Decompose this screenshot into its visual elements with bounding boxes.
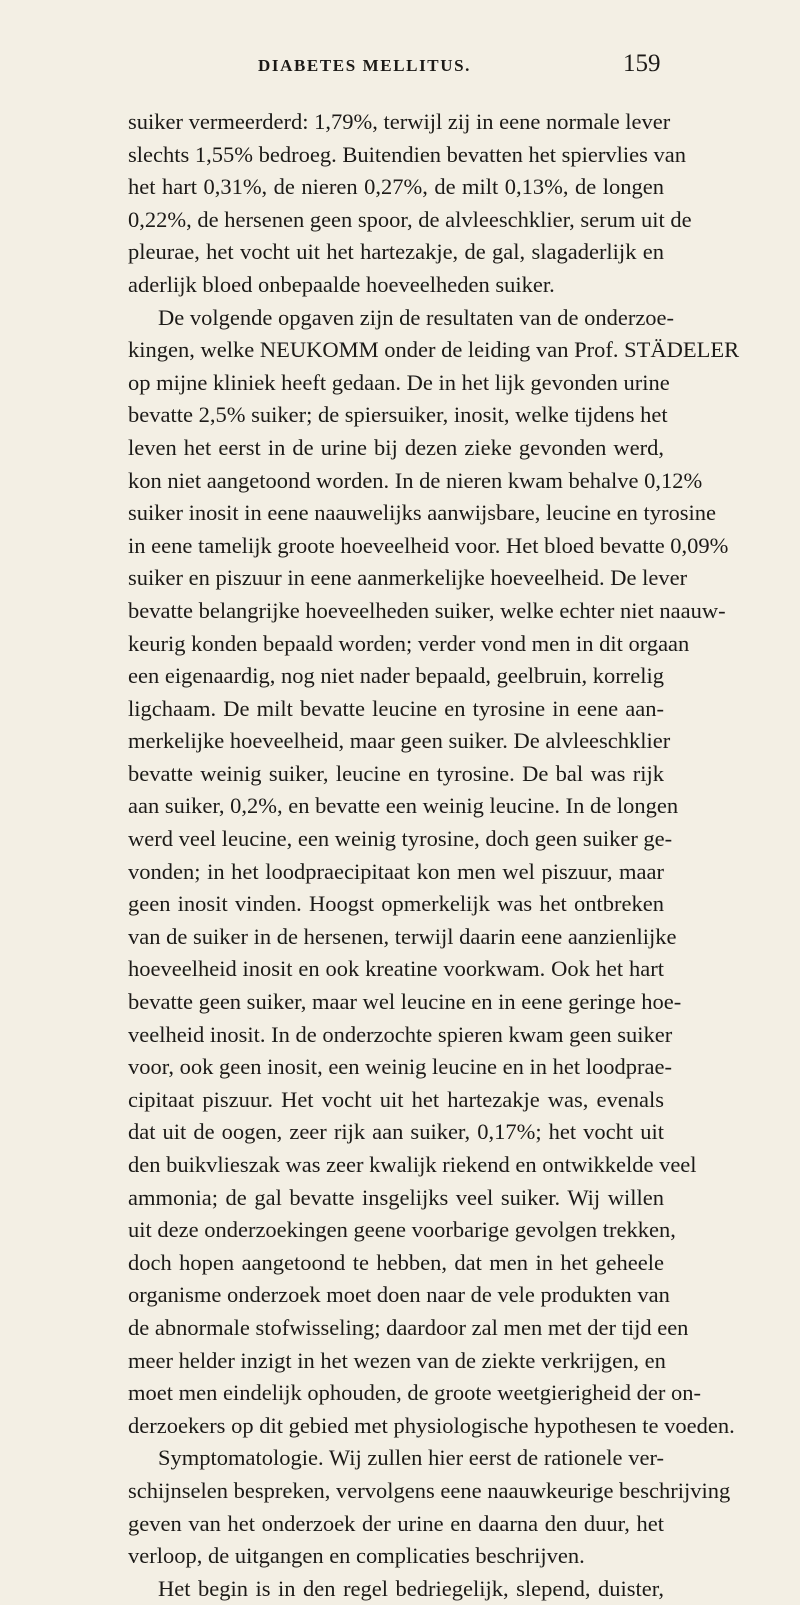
text-line: aan suiker, 0,2%, en bevatte een weinig leucine. In de longen bbox=[128, 793, 679, 819]
text-line: in eene tamelijk groote hoeveelheid voor. Het bloed bevatte 0,09% bbox=[128, 532, 729, 558]
text-line: moet men eindelijk ophouden, de groote weetgierigheid der on- bbox=[128, 1380, 701, 1406]
text-line: een eigenaardig, nog niet nader bepaald, geelbruin, korrelig bbox=[128, 663, 665, 689]
text-line: bevatte belangrijke hoeveelheden suiker, welke echter niet naauw- bbox=[128, 597, 726, 623]
text-line: bevatte weinig suiker, leucine en tyrosine. De bal was rijk bbox=[128, 760, 664, 786]
text-line: ammonia; de gal bevatte insgelijks veel suiker. Wij willen bbox=[128, 1184, 664, 1210]
running-title: DIABETES MELLITUS. bbox=[258, 56, 472, 75]
text-line: bevatte geen suiker, maar wel leucine en in eene geringe hoe- bbox=[128, 989, 682, 1015]
text-line: De volgende opgaven zijn de resultaten van de onderzoe- bbox=[158, 304, 675, 330]
text-line: bevatte 2,5% suiker; de spiersuiker, inosit, welke tijdens het bbox=[128, 402, 668, 428]
text-line: veelheid inosit. In de onderzochte spieren kwam geen suiker bbox=[128, 1021, 673, 1047]
text-line: aderlijk bloed onbepaalde hoeveelheden suiker. bbox=[128, 271, 555, 297]
text-line: suiker en piszuur in eene aanmerkelijke hoeveelheid. De lever bbox=[128, 565, 688, 591]
text-line: werd veel leucine, een weinig tyrosine, doch geen suiker ge- bbox=[128, 826, 673, 852]
page-number: 159 bbox=[623, 50, 661, 77]
text-line: suiker vermeerderd: 1,79%, terwijl zij in eene normale lever bbox=[128, 109, 671, 134]
text-line: Symptomatologie. Wij zullen hier eerst de rationele ver- bbox=[158, 1445, 664, 1471]
text-line: verloop, de uitgangen en complicaties beschrijven. bbox=[128, 1543, 585, 1569]
text-line: schijnselen bespreken, vervolgens eene naauwkeurige beschrijving bbox=[128, 1477, 731, 1503]
text-line: voor, ook geen inosit, een weinig leucine en in het loodprae- bbox=[128, 1054, 672, 1080]
text-line: geen inosit vinden. Hoogst opmerkelijk was het ontbreken bbox=[128, 891, 664, 917]
text-line: slechts 1,55% bedroeg. Buitendien bevatten het spiervlies van bbox=[128, 141, 686, 167]
text-line: op mijne kliniek heeft gedaan. De in het lijk gevonden urine bbox=[128, 369, 670, 395]
text-line: derzoekers op dit gebied met physiologische hypothesen te voeden. bbox=[128, 1412, 735, 1438]
text-line: organisme onderzoek moet doen naar de vele produkten van bbox=[128, 1282, 670, 1308]
text-line: hoeveelheid inosit en ook kreatine voorkwam. Ook het hart bbox=[128, 956, 664, 982]
text-line: het hart 0,31%, de nieren 0,27%, de milt 0,13%, de longen bbox=[128, 174, 664, 200]
text-line: keurig konden bepaald worden; verder vond men in dit orgaan bbox=[128, 630, 690, 656]
text-line: doch hopen aangetoond te hebben, dat men in het geheele bbox=[128, 1249, 664, 1275]
text-line: Het begin is in den regel bedriegelijk, slepend, duister, bbox=[158, 1575, 664, 1601]
body-text bbox=[128, 106, 740, 1605]
text-line: pleurae, het vocht uit het hartezakje, de gal, slagaderlijk en bbox=[128, 239, 664, 265]
text-line: ligchaam. De milt bevatte leucine en tyrosine in eene aan- bbox=[128, 695, 664, 721]
text-line: de abnormale stofwisseling; daardoor zal men met der tijd een bbox=[128, 1314, 689, 1340]
text-line: merkelijke hoeveelheid, maar geen suiker. De alvleeschklier bbox=[128, 728, 671, 754]
text-line: geven van het onderzoek der urine en daarna den duur, het bbox=[128, 1510, 664, 1536]
text-line: uit deze onderzoekingen geene voorbarige gevolgen trekken, bbox=[128, 1217, 676, 1243]
text-line: leven het eerst in de urine bij dezen zieke gevonden werd, bbox=[128, 434, 664, 460]
text-line: vonden; in het loodpraecipitaat kon men wel piszuur, maar bbox=[128, 858, 664, 884]
text-line: kon niet aangetoond worden. In de nieren kwam behalve 0,12% bbox=[128, 467, 703, 493]
text-line: kingen, welke NEUKOMM onder de leiding van Prof. STÄDELER bbox=[128, 337, 740, 363]
text-line: suiker inosit in eene naauwelijks aanwijsbare, leucine en tyrosine bbox=[128, 500, 716, 526]
text-line: dat uit de oogen, zeer rijk aan suiker, 0,17%; het vocht uit bbox=[128, 1119, 664, 1145]
text-line: meer helder inzigt in het wezen van de ziekte verkrijgen, en bbox=[128, 1347, 666, 1373]
text-line: 0,22%, de hersenen geen spoor, de alvleeschklier, serum uit de bbox=[128, 206, 692, 232]
text-line: van de suiker in de hersenen, terwijl daarin eene aanzienlijke bbox=[128, 923, 677, 949]
text-line: cipitaat piszuur. Het vocht uit het hartezakje was, evenals bbox=[128, 1086, 664, 1112]
text-line: den buikvlieszak was zeer kwalijk riekend en ontwikkelde veel bbox=[128, 1152, 697, 1177]
